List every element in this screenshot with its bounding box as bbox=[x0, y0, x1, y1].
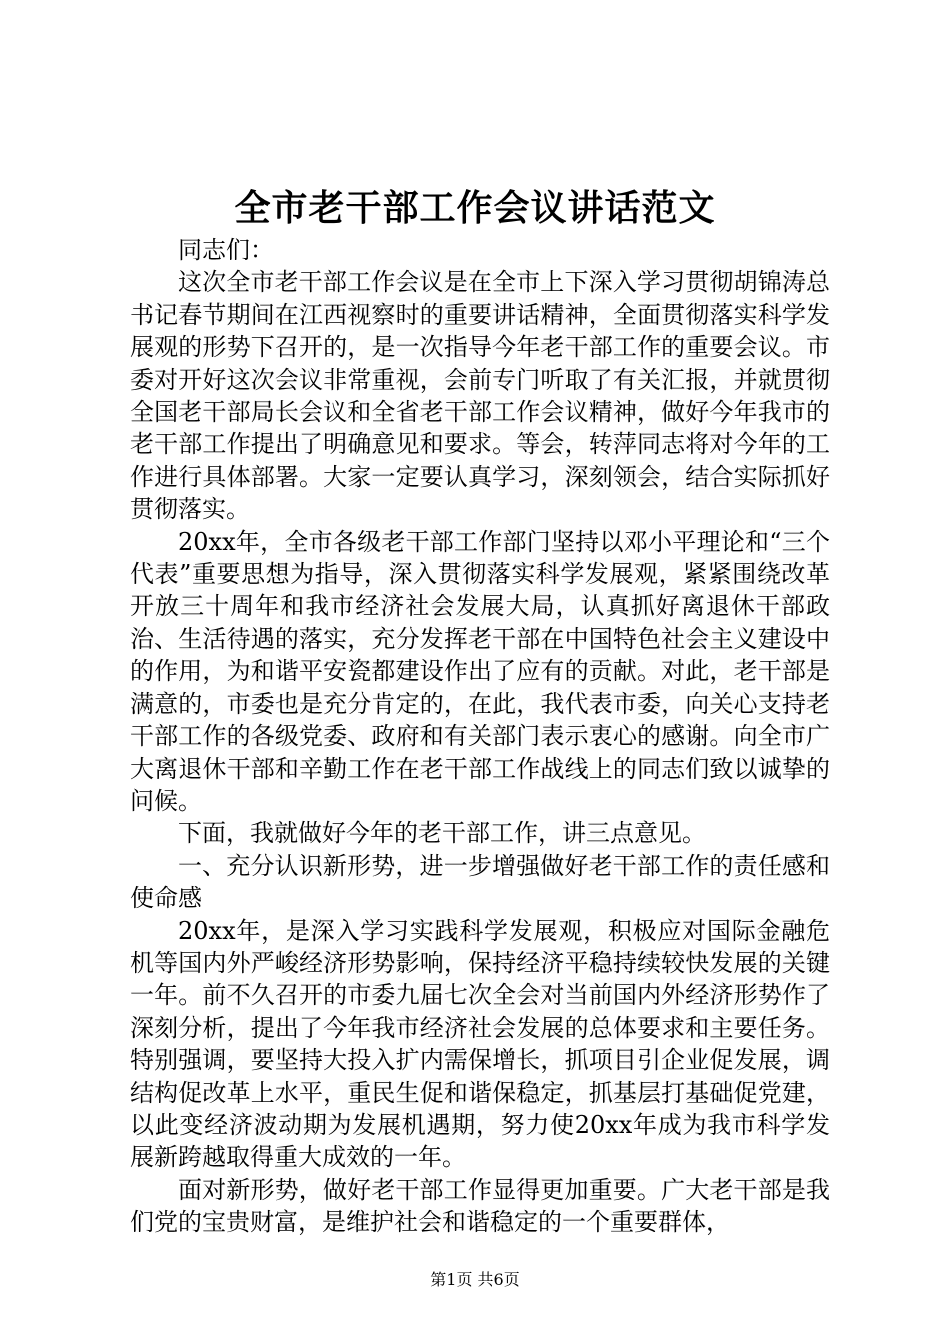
body-paragraph: 20xx年，全市各级老干部工作部门坚持以邓小平理论和“三个代表”重要思想为指导，深入贯彻落实科学发展观，紧紧围绕改革开放三十周年和我市经济社会发展大局，认真抓好离退休干部政治、生活待遇的落实，充分发挥老干部在中国特色社会主义建设中的作用，为和谐平安瓷都建设作出了应有的贡献。对此，老干部是满意的，市委也是充分肯定的，在此，我代表市委，向关心支持老干部工作的各级党委、政府和有关部门表示衷心的感谢。向全市广大离退休干部和辛勤工作在老干部工作战线上的同志们致以诚挚的问候。 bbox=[130, 527, 830, 815]
body-paragraph: 这次全市老干部工作会议是在全市上下深入学习贯彻胡锦涛总书记春节期间在江西视察时的重要讲话精神，全面贯彻落实科学发展观的形势下召开的，是一次指导今年老干部工作的重要会议。市委对开好这次会议非常重视，会前专门听取了有关汇报，并就贯彻全国老干部局长会议和全省老干部工作会议精神，做好今年我市的老干部工作提出了明确意见和要求。等会，转萍同志将对今年的工作进行具体部署。大家一定要认真学习，深刻领会，结合实际抓好贯彻落实。 bbox=[130, 268, 830, 524]
section-heading: 一、充分认识新形势，进一步增强做好老干部工作的责任感和使命感 bbox=[130, 851, 830, 913]
document-title: 全市老干部工作会议讲话范文 bbox=[234, 187, 716, 229]
salutation-paragraph: 同志们： bbox=[178, 236, 274, 264]
body-paragraph: 面对新形势，做好老干部工作显得更加重要。广大老干部是我们党的宝贵财富，是维护社会和谐稳定的一个重要群体， bbox=[130, 1175, 830, 1237]
document-body bbox=[130, 234, 830, 1239]
body-paragraph: 20xx年，是深入学习实践科学发展观，积极应对国际金融危机等国内外严峻经济形势影响，保持经济平稳持续较快发展的关键一年。前不久召开的市委九届七次全会对当前国内外经济形势作了深刻分析，提出了今年我市经济社会发展的总体要求和主要任务。特别强调，要坚持大投入扩内需保增长，抓项目引企业促发展，调结构促改革上水平，重民生促和谐保稳定，抓基层打基础促党建，以此变经济波动期为发展机遇期，努力使20xx年成为我市科学发展新跨越取得重大成效的一年。 bbox=[130, 916, 830, 1172]
page-number-footer: 第1页 共6页 bbox=[430, 1270, 520, 1289]
body-paragraph: 下面，我就做好今年的老干部工作，讲三点意见。 bbox=[178, 819, 706, 848]
